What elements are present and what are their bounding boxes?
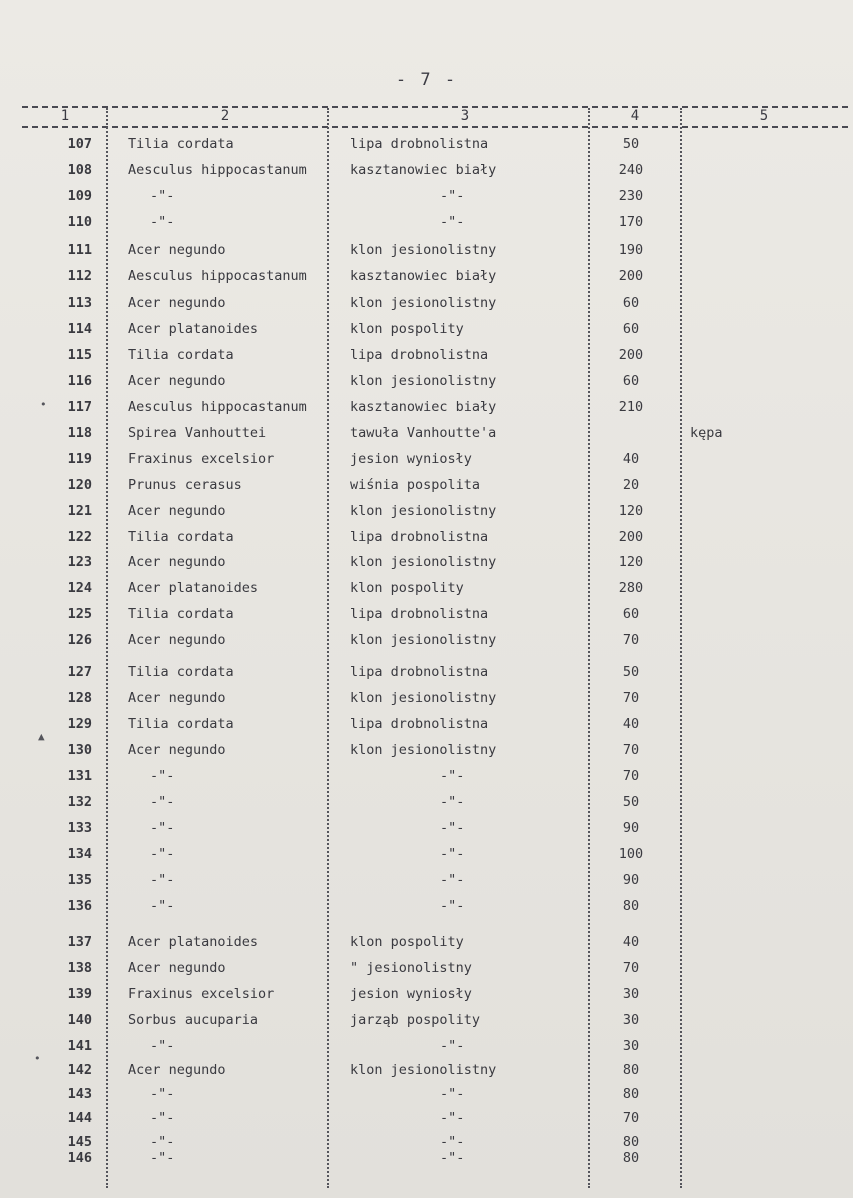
table-row — [0, 1148, 853, 1168]
circumference-value: 80 — [622, 1086, 640, 1102]
tree-number: 118 — [67, 425, 92, 441]
table-row — [0, 604, 853, 624]
latin-name: Acer negundo — [128, 295, 226, 311]
circumference-value: 30 — [622, 1012, 640, 1028]
polish-name: -"- — [440, 188, 465, 204]
latin-name: Tilia cordata — [128, 716, 234, 732]
latin-name: -"- — [150, 872, 175, 888]
margin-mark: • — [34, 1052, 41, 1065]
latin-name: Prunus cerasus — [128, 477, 242, 493]
table-row — [0, 958, 853, 978]
circumference-value: 60 — [622, 606, 640, 622]
table-row — [0, 266, 853, 286]
table-row — [0, 1036, 853, 1056]
table-row — [0, 578, 853, 598]
circumference-value: 30 — [622, 1038, 640, 1054]
table-row — [0, 1010, 853, 1030]
margin-mark: • — [40, 398, 47, 411]
tree-number: 122 — [67, 529, 92, 545]
table-row — [0, 552, 853, 572]
column-header-2: 2 — [220, 108, 230, 124]
latin-name: Tilia cordata — [128, 664, 234, 680]
polish-name: wiśnia pospolita — [350, 477, 481, 493]
polish-name: lipa drobnolistna — [350, 529, 489, 545]
circumference-value: 240 — [618, 162, 644, 178]
tree-number: 129 — [67, 716, 92, 732]
latin-name: Spirea Vanhouttei — [128, 425, 267, 441]
latin-name: Tilia cordata — [128, 606, 234, 622]
table-row — [0, 896, 853, 916]
polish-name: -"- — [440, 1038, 465, 1054]
table-row — [0, 423, 853, 443]
tree-number: 137 — [67, 934, 92, 950]
circumference-value: 120 — [618, 554, 644, 570]
latin-name: -"- — [150, 898, 175, 914]
table-row — [0, 740, 853, 760]
latin-name: Acer negundo — [128, 503, 226, 519]
latin-name: Tilia cordata — [128, 529, 234, 545]
circumference-value: 80 — [622, 1134, 640, 1150]
latin-name: -"- — [150, 1150, 175, 1166]
circumference-value: 230 — [618, 188, 644, 204]
table-row — [0, 984, 853, 1004]
page-number: - 7 - — [395, 70, 458, 90]
column-header-4: 4 — [630, 108, 640, 124]
tree-number: 120 — [67, 477, 92, 493]
polish-name: jesion wyniosły — [350, 986, 472, 1002]
polish-name: klon jesionolistny — [350, 742, 497, 758]
circumference-value: 70 — [622, 768, 640, 784]
circumference-value: 80 — [622, 1062, 640, 1078]
tree-number: 114 — [67, 321, 92, 337]
circumference-value: 70 — [622, 690, 640, 706]
latin-name: Tilia cordata — [128, 347, 234, 363]
circumference-value: 40 — [622, 451, 640, 467]
polish-name: klon jesionolistny — [350, 295, 497, 311]
latin-name: Acer negundo — [128, 242, 226, 258]
table-row — [0, 766, 853, 786]
table-row — [0, 1108, 853, 1128]
circumference-value: 280 — [618, 580, 644, 596]
table-row — [0, 870, 853, 890]
tree-number: 143 — [67, 1086, 92, 1102]
latin-name: -"- — [150, 188, 175, 204]
table-row — [0, 662, 853, 682]
polish-name: -"- — [440, 1134, 465, 1150]
tree-number: 115 — [67, 347, 92, 363]
circumference-value: 120 — [618, 503, 644, 519]
polish-name: -"- — [440, 898, 465, 914]
circumference-value: 20 — [622, 477, 640, 493]
circumference-value: 50 — [622, 794, 640, 810]
latin-name: Acer platanoides — [128, 580, 259, 596]
tree-number: 110 — [67, 214, 92, 230]
polish-name: jarząb pospolity — [350, 1012, 481, 1028]
latin-name: Acer platanoides — [128, 934, 259, 950]
polish-name: lipa drobnolistna — [350, 664, 489, 680]
tree-number: 139 — [67, 986, 92, 1002]
tree-number: 121 — [67, 503, 92, 519]
polish-name: klon pospolity — [350, 321, 464, 337]
latin-name: Acer negundo — [128, 632, 226, 648]
table-row — [0, 844, 853, 864]
circumference-value: 30 — [622, 986, 640, 1002]
tree-number: 112 — [67, 268, 92, 284]
table-row — [0, 630, 853, 650]
polish-name: klon jesionolistny — [350, 632, 497, 648]
circumference-value: 200 — [618, 347, 644, 363]
table-row — [0, 501, 853, 521]
latin-name: Fraxinus excelsior — [128, 451, 275, 467]
margin-mark: ▲ — [38, 730, 45, 743]
latin-name: -"- — [150, 1086, 175, 1102]
latin-name: Aesculus hippocastanum — [128, 268, 307, 284]
circumference-value: 210 — [618, 399, 644, 415]
tree-number: 145 — [67, 1134, 92, 1150]
circumference-value: 70 — [622, 632, 640, 648]
polish-name: klon jesionolistny — [350, 242, 497, 258]
tree-number: 119 — [67, 451, 92, 467]
latin-name: Acer negundo — [128, 742, 226, 758]
polish-name: klon jesionolistny — [350, 690, 497, 706]
table-row — [0, 212, 853, 232]
latin-name: Aesculus hippocastanum — [128, 162, 307, 178]
polish-name: klon jesionolistny — [350, 503, 497, 519]
tree-number: 140 — [67, 1012, 92, 1028]
polish-name: klon jesionolistny — [350, 1062, 497, 1078]
table-row — [0, 527, 853, 547]
latin-name: -"- — [150, 794, 175, 810]
circumference-value: 80 — [622, 1150, 640, 1166]
table-row — [0, 186, 853, 206]
table-row — [0, 319, 853, 339]
circumference-value: 60 — [622, 373, 640, 389]
polish-name: kasztanowiec biały — [350, 268, 497, 284]
latin-name: -"- — [150, 214, 175, 230]
latin-name: -"- — [150, 1038, 175, 1054]
circumference-value: 70 — [622, 742, 640, 758]
polish-name: -"- — [440, 794, 465, 810]
latin-name: Acer negundo — [128, 554, 226, 570]
tree-number: 128 — [67, 690, 92, 706]
table-row — [0, 293, 853, 313]
circumference-value: 60 — [622, 321, 640, 337]
tree-number: 133 — [67, 820, 92, 836]
table-row — [0, 818, 853, 838]
column-header-5: 5 — [759, 108, 769, 124]
table-row — [0, 792, 853, 812]
tree-number: 131 — [67, 768, 92, 784]
table-row — [0, 714, 853, 734]
table-row — [0, 240, 853, 260]
table-row — [0, 345, 853, 365]
tree-number: 108 — [67, 162, 92, 178]
polish-name: klon pospolity — [350, 580, 464, 596]
polish-name: -"- — [440, 820, 465, 836]
latin-name: -"- — [150, 820, 175, 836]
latin-name: Aesculus hippocastanum — [128, 399, 307, 415]
latin-name: -"- — [150, 846, 175, 862]
circumference-value: 200 — [618, 529, 644, 545]
tree-number: 142 — [67, 1062, 92, 1078]
table-row — [0, 475, 853, 495]
circumference-value: 90 — [622, 820, 640, 836]
table-row — [0, 397, 853, 417]
tree-number: 117 — [67, 399, 92, 415]
polish-name: -"- — [440, 1086, 465, 1102]
tree-number: 135 — [67, 872, 92, 888]
circumference-value: 200 — [618, 268, 644, 284]
tree-number: 141 — [67, 1038, 92, 1054]
table-row — [0, 371, 853, 391]
latin-name: -"- — [150, 1110, 175, 1126]
tree-number: 132 — [67, 794, 92, 810]
latin-name: Acer negundo — [128, 1062, 226, 1078]
polish-name: lipa drobnolistna — [350, 606, 489, 622]
table-row — [0, 160, 853, 180]
polish-name: -"- — [440, 872, 465, 888]
latin-name: Fraxinus excelsior — [128, 986, 275, 1002]
latin-name: Acer negundo — [128, 690, 226, 706]
table-row — [0, 1084, 853, 1104]
tree-number: 146 — [67, 1150, 92, 1166]
tree-number: 136 — [67, 898, 92, 914]
circumference-value: 70 — [622, 1110, 640, 1126]
tree-number: 113 — [67, 295, 92, 311]
polish-name: -"- — [440, 1150, 465, 1166]
tree-number: 125 — [67, 606, 92, 622]
table-row — [0, 1060, 853, 1080]
table-row — [0, 134, 853, 154]
polish-name: klon jesionolistny — [350, 554, 497, 570]
table-row — [0, 688, 853, 708]
polish-name: klon pospolity — [350, 934, 464, 950]
polish-name: -"- — [440, 846, 465, 862]
table-row — [0, 449, 853, 469]
circumference-value: 40 — [622, 934, 640, 950]
column-header-3: 3 — [460, 108, 470, 124]
polish-name: -"- — [440, 1110, 465, 1126]
tree-number: 123 — [67, 554, 92, 570]
tree-number: 107 — [67, 136, 92, 152]
table-row — [0, 932, 853, 952]
circumference-value: 90 — [622, 872, 640, 888]
tree-number: 111 — [67, 242, 92, 258]
polish-name: lipa drobnolistna — [350, 716, 489, 732]
circumference-value: 50 — [622, 664, 640, 680]
tree-number: 134 — [67, 846, 92, 862]
latin-name: Tilia cordata — [128, 136, 234, 152]
tree-number: 116 — [67, 373, 92, 389]
circumference-value: 80 — [622, 898, 640, 914]
remarks: kępa — [690, 425, 723, 441]
circumference-value: 70 — [622, 960, 640, 976]
column-header-1: 1 — [60, 108, 70, 124]
circumference-value: 50 — [622, 136, 640, 152]
latin-name: Sorbus aucuparia — [128, 1012, 259, 1028]
circumference-value: 40 — [622, 716, 640, 732]
polish-name: kasztanowiec biały — [350, 399, 497, 415]
polish-name: jesion wyniosły — [350, 451, 472, 467]
polish-name: kasztanowiec biały — [350, 162, 497, 178]
polish-name: -"- — [440, 768, 465, 784]
circumference-value: 190 — [618, 242, 644, 258]
tree-number: 109 — [67, 188, 92, 204]
tree-number: 144 — [67, 1110, 92, 1126]
polish-name: -"- — [440, 214, 465, 230]
latin-name: Acer negundo — [128, 373, 226, 389]
tree-number: 130 — [67, 742, 92, 758]
latin-name: Acer negundo — [128, 960, 226, 976]
tree-number: 127 — [67, 664, 92, 680]
latin-name: Acer platanoides — [128, 321, 259, 337]
latin-name: -"- — [150, 768, 175, 784]
tree-number: 124 — [67, 580, 92, 596]
circumference-value: 170 — [618, 214, 644, 230]
polish-name: lipa drobnolistna — [350, 347, 489, 363]
polish-name: tawuła Vanhoutte'a — [350, 425, 497, 441]
circumference-value: 100 — [618, 846, 644, 862]
tree-number: 138 — [67, 960, 92, 976]
latin-name: -"- — [150, 1134, 175, 1150]
polish-name: " jesionolistny — [350, 960, 472, 976]
tree-number: 126 — [67, 632, 92, 648]
polish-name: lipa drobnolistna — [350, 136, 489, 152]
circumference-value: 60 — [622, 295, 640, 311]
header-bottom-rule — [22, 126, 848, 128]
polish-name: klon jesionolistny — [350, 373, 497, 389]
